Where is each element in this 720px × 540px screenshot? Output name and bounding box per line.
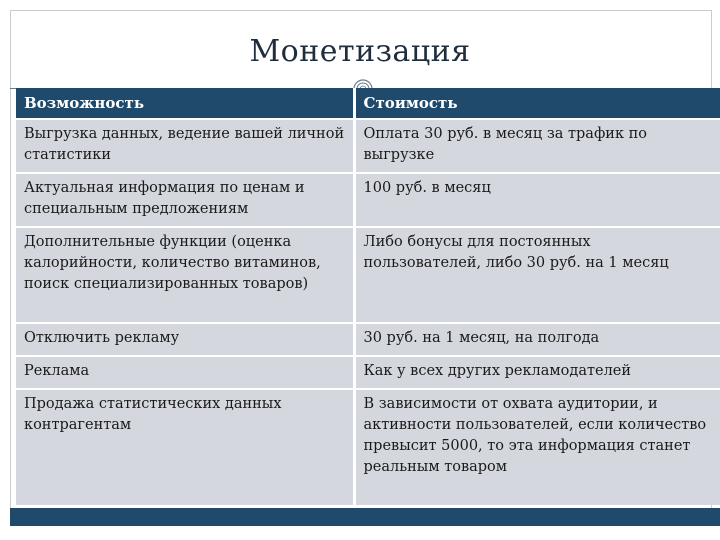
table-row <box>16 227 720 323</box>
feature-cell: Выгрузка данных, ведение вашей личной статистики <box>16 119 354 173</box>
footer-bar <box>10 508 720 526</box>
cost-cell: 100 руб. в месяц <box>354 173 720 227</box>
table-row <box>16 389 720 505</box>
feature-cell: Дополнительные функции (оценка калорийности, количество витаминов, поиск специализированных товаров) <box>16 227 354 323</box>
header-cell-cost: Стоимость <box>354 88 720 119</box>
feature-cell: Реклама <box>16 356 354 389</box>
monetization-table <box>16 88 720 505</box>
feature-cell: Отключить рекламу <box>16 323 354 356</box>
cost-cell: Как у всех других рекламодателей <box>354 356 720 389</box>
table-row <box>16 356 720 389</box>
feature-cell: Продажа статистических данных контрагентам <box>16 389 354 505</box>
cost-cell: 30 руб. на 1 месяц, на полгода <box>354 323 720 356</box>
feature-cell: Актуальная информация по ценам и специальным предложениям <box>16 173 354 227</box>
cost-cell: Либо бонусы для постоянных пользователей, либо 30 руб. на 1 месяц <box>354 227 720 323</box>
slide-title: Монетизация <box>249 34 471 69</box>
cost-cell: В зависимости от охвата аудитории, и активности пользователей, если количество превысит 5000, то эта информация станет реальным товаром <box>354 389 720 505</box>
table-row <box>16 323 720 356</box>
table-header-row <box>16 88 720 119</box>
header-cell-feature: Возможность <box>16 88 354 119</box>
table-row <box>16 173 720 227</box>
table-row <box>16 119 720 173</box>
cost-cell: Оплата 30 руб. в месяц за трафик по выгрузке <box>354 119 720 173</box>
